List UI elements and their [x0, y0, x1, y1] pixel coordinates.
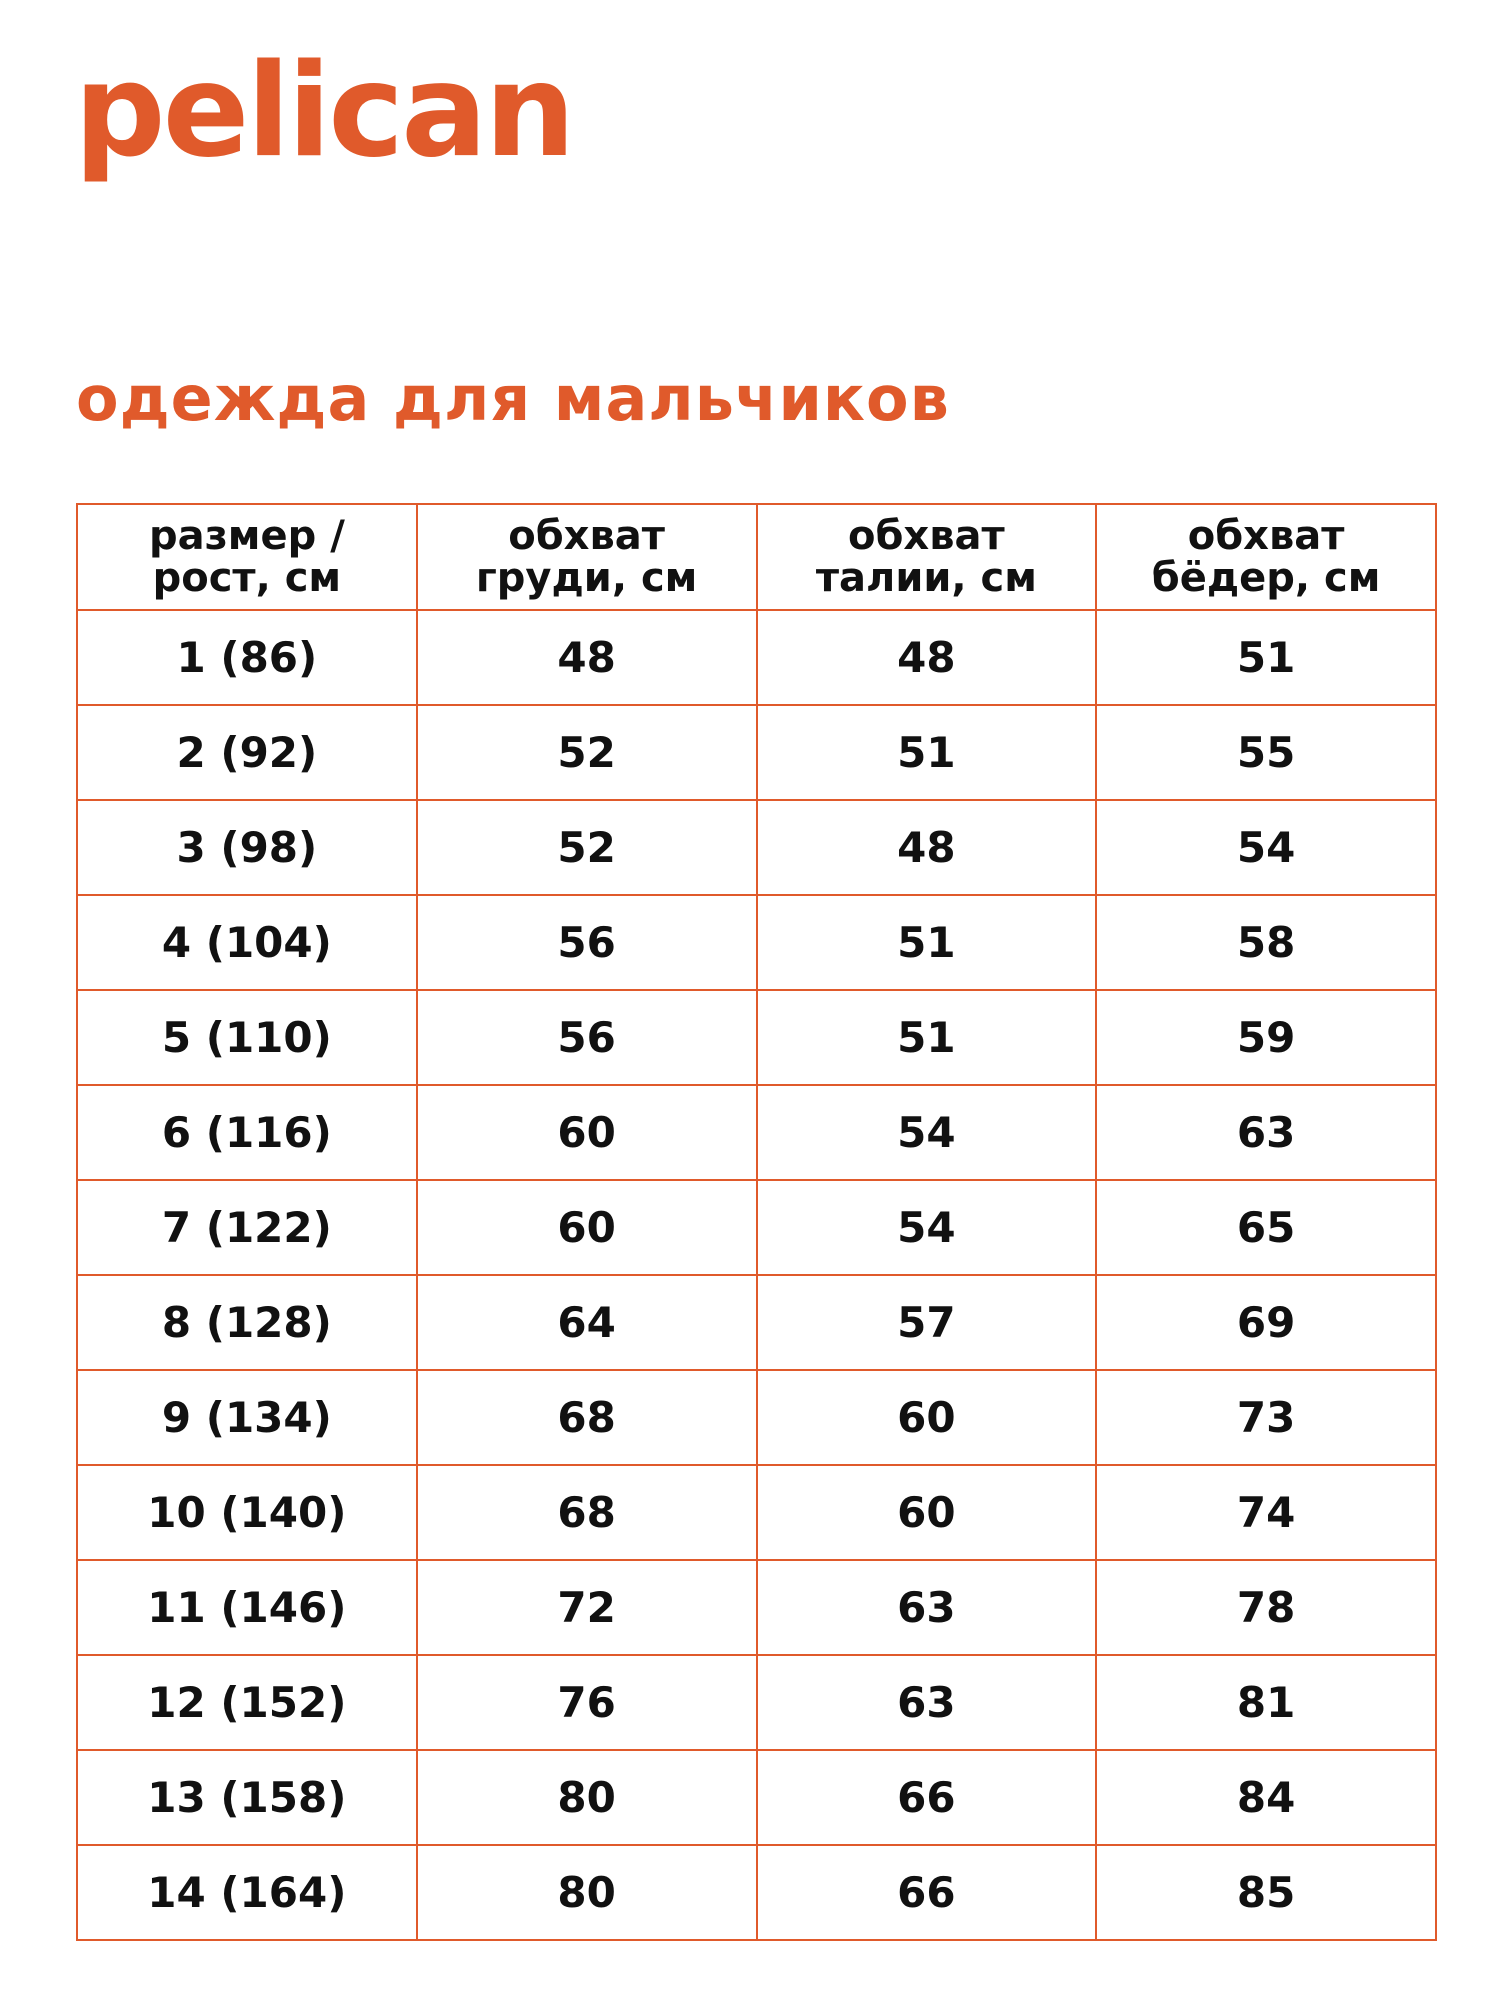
size-chart-table: [76, 503, 1437, 1941]
cell-chest: 72: [417, 1560, 757, 1655]
cell-hips: 78: [1096, 1560, 1436, 1655]
cell-waist: 63: [757, 1560, 1097, 1655]
cell-chest: 80: [417, 1750, 757, 1845]
cell-size-height: 5 (110): [77, 990, 417, 1085]
header-line: обхват: [848, 513, 1005, 559]
size-chart-header: [77, 504, 1436, 610]
cell-chest: 56: [417, 895, 757, 990]
cell-size-height: 9 (134): [77, 1370, 417, 1465]
cell-hips: 74: [1096, 1465, 1436, 1560]
cell-hips: 69: [1096, 1275, 1436, 1370]
cell-hips: 65: [1096, 1180, 1436, 1275]
cell-waist: 51: [757, 990, 1097, 1085]
cell-hips: 58: [1096, 895, 1436, 990]
table-row: [77, 1465, 1436, 1560]
cell-chest: 52: [417, 800, 757, 895]
header-line: размер /: [148, 513, 345, 559]
cell-hips: 73: [1096, 1370, 1436, 1465]
cell-hips: 55: [1096, 705, 1436, 800]
cell-waist: 54: [757, 1085, 1097, 1180]
cell-hips: 51: [1096, 610, 1436, 705]
cell-waist: 66: [757, 1845, 1097, 1940]
table-row: [77, 1275, 1436, 1370]
cell-chest: 48: [417, 610, 757, 705]
header-waist: [757, 504, 1097, 610]
table-row: [77, 1370, 1436, 1465]
cell-chest: 56: [417, 990, 757, 1085]
table-row: [77, 1085, 1436, 1180]
cell-size-height: 12 (152): [77, 1655, 417, 1750]
table-row: [77, 1560, 1436, 1655]
cell-chest: 64: [417, 1275, 757, 1370]
cell-waist: 63: [757, 1655, 1097, 1750]
table-row: [77, 990, 1436, 1085]
cell-chest: 52: [417, 705, 757, 800]
header-row: [77, 504, 1436, 610]
table-row: [77, 1180, 1436, 1275]
cell-chest: 80: [417, 1845, 757, 1940]
cell-waist: 57: [757, 1275, 1097, 1370]
header-size-height: [77, 504, 417, 610]
cell-waist: 48: [757, 800, 1097, 895]
cell-chest: 76: [417, 1655, 757, 1750]
cell-waist: 51: [757, 705, 1097, 800]
cell-waist: 51: [757, 895, 1097, 990]
table-row: [77, 705, 1436, 800]
table-row: [77, 1845, 1436, 1940]
cell-size-height: 14 (164): [77, 1845, 417, 1940]
cell-size-height: 8 (128): [77, 1275, 417, 1370]
cell-hips: 85: [1096, 1845, 1436, 1940]
cell-hips: 54: [1096, 800, 1436, 895]
cell-hips: 63: [1096, 1085, 1436, 1180]
cell-waist: 54: [757, 1180, 1097, 1275]
header-hips: [1096, 504, 1436, 610]
header-line: обхват: [1187, 513, 1345, 559]
table-row: [77, 1750, 1436, 1845]
cell-size-height: 6 (116): [77, 1085, 417, 1180]
table-row: [77, 800, 1436, 895]
header-line: обхват: [508, 513, 665, 559]
cell-size-height: 11 (146): [77, 1560, 417, 1655]
cell-waist: 66: [757, 1750, 1097, 1845]
cell-waist: 60: [757, 1370, 1097, 1465]
cell-hips: 84: [1096, 1750, 1436, 1845]
cell-size-height: 4 (104): [77, 895, 417, 990]
cell-chest: 60: [417, 1180, 757, 1275]
header-line: рост, см: [152, 555, 342, 601]
header-line: талии, см: [815, 555, 1037, 601]
brand-logo: pelican: [74, 37, 573, 186]
cell-hips: 59: [1096, 990, 1436, 1085]
cell-chest: 60: [417, 1085, 757, 1180]
cell-size-height: 10 (140): [77, 1465, 417, 1560]
cell-size-height: 13 (158): [77, 1750, 417, 1845]
cell-hips: 81: [1096, 1655, 1436, 1750]
cell-chest: 68: [417, 1370, 757, 1465]
table-row: [77, 1655, 1436, 1750]
cell-size-height: 7 (122): [77, 1180, 417, 1275]
page-subtitle: одежда для мальчиков: [76, 362, 950, 435]
header-chest: [417, 504, 757, 610]
cell-waist: 60: [757, 1465, 1097, 1560]
cell-size-height: 3 (98): [77, 800, 417, 895]
table-row: [77, 610, 1436, 705]
header-line: бёдер, см: [1151, 555, 1381, 601]
cell-size-height: 1 (86): [77, 610, 417, 705]
cell-waist: 48: [757, 610, 1097, 705]
size-chart-body: [77, 610, 1436, 1940]
cell-chest: 68: [417, 1465, 757, 1560]
cell-size-height: 2 (92): [77, 705, 417, 800]
header-line: груди, см: [475, 555, 698, 601]
table-row: [77, 895, 1436, 990]
